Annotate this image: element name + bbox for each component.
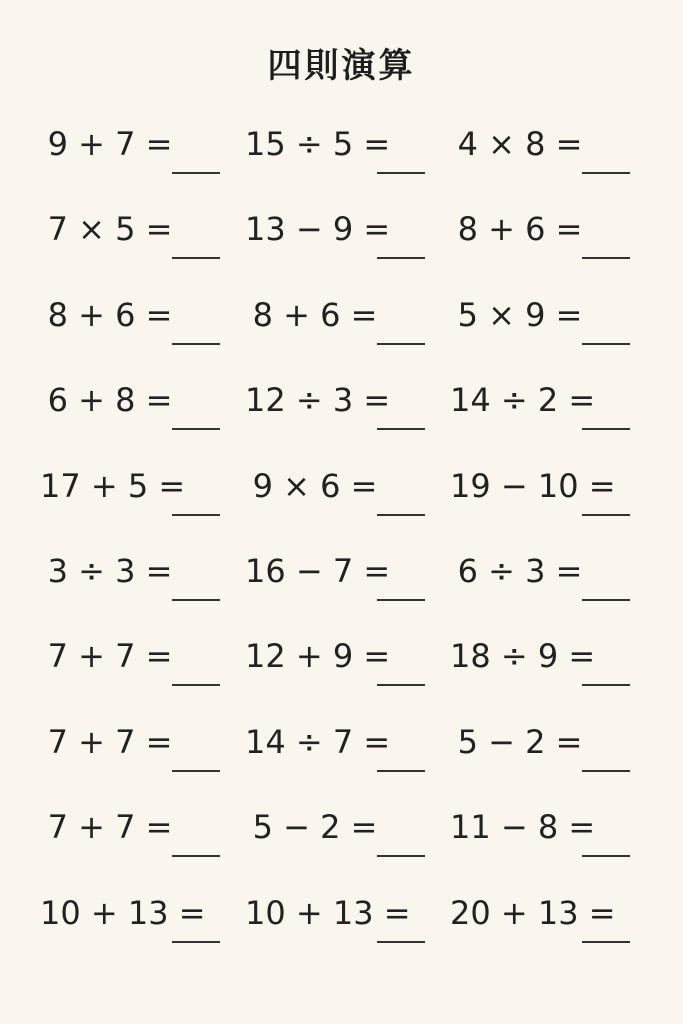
problem-expression: 6 ÷ 3 = xyxy=(457,551,583,590)
answer-blank[interactable] xyxy=(172,172,220,174)
problem-expression: 10 + 13 = xyxy=(245,893,411,932)
problem-item xyxy=(450,622,650,707)
answer-blank[interactable] xyxy=(582,941,630,943)
problem-item xyxy=(245,537,450,622)
problem-item xyxy=(40,452,245,537)
problem-item xyxy=(245,708,450,793)
problem-item xyxy=(450,879,650,964)
problem-expression: 7 + 7 = xyxy=(47,722,173,761)
problem-item xyxy=(40,366,245,451)
problem-item xyxy=(450,452,650,537)
problem-item xyxy=(40,195,245,280)
answer-blank[interactable] xyxy=(172,514,220,516)
problem-item xyxy=(450,537,650,622)
answer-blank[interactable] xyxy=(582,599,630,601)
answer-blank[interactable] xyxy=(172,684,220,686)
answer-blank[interactable] xyxy=(377,428,425,430)
answer-blank[interactable] xyxy=(582,257,630,259)
problem-expression: 11 − 8 = xyxy=(450,808,596,847)
answer-blank[interactable] xyxy=(582,514,630,516)
problem-expression: 8 + 6 = xyxy=(47,295,173,334)
problem-grid xyxy=(40,110,650,964)
problem-item xyxy=(450,281,650,366)
problem-expression: 5 − 2 = xyxy=(457,722,583,761)
problem-item xyxy=(450,366,650,451)
problem-item xyxy=(40,110,245,195)
problem-expression: 10 + 13 = xyxy=(40,893,206,932)
problem-expression: 19 − 10 = xyxy=(450,466,616,505)
problem-expression: 5 − 2 = xyxy=(252,808,378,847)
problem-expression: 4 × 8 = xyxy=(457,125,583,163)
worksheet-title: 四則演算 xyxy=(267,46,416,86)
problem-item xyxy=(40,879,245,964)
problem-expression: 18 ÷ 9 = xyxy=(450,637,596,676)
answer-blank[interactable] xyxy=(377,257,425,259)
problem-item xyxy=(40,537,245,622)
problem-item xyxy=(40,708,245,793)
problem-item xyxy=(245,879,450,964)
problem-expression: 8 + 6 = xyxy=(457,210,583,249)
problem-item xyxy=(450,708,650,793)
problem-expression: 13 − 9 = xyxy=(245,210,391,249)
problem-expression: 8 + 6 = xyxy=(252,295,378,334)
problem-expression: 14 ÷ 7 = xyxy=(245,722,391,761)
problem-expression: 6 + 8 = xyxy=(47,381,173,420)
problem-expression: 12 + 9 = xyxy=(245,637,391,676)
problem-item xyxy=(245,366,450,451)
answer-blank[interactable] xyxy=(377,684,425,686)
answer-blank[interactable] xyxy=(377,514,425,516)
answer-blank[interactable] xyxy=(172,343,220,345)
problem-expression: 5 × 9 = xyxy=(457,295,583,334)
answer-blank[interactable] xyxy=(377,343,425,345)
answer-blank[interactable] xyxy=(172,855,220,857)
problem-item xyxy=(40,281,245,366)
answer-blank[interactable] xyxy=(582,428,630,430)
problem-item xyxy=(450,195,650,280)
answer-blank[interactable] xyxy=(582,855,630,857)
problem-item xyxy=(245,110,450,195)
answer-blank[interactable] xyxy=(172,770,220,772)
problem-expression: 7 + 7 = xyxy=(47,637,173,676)
answer-blank[interactable] xyxy=(172,599,220,601)
problem-expression: 3 ÷ 3 = xyxy=(47,551,173,590)
answer-blank[interactable] xyxy=(377,941,425,943)
answer-blank[interactable] xyxy=(582,172,630,174)
problem-expression: 15 ÷ 5 = xyxy=(245,125,391,163)
problem-item xyxy=(40,793,245,878)
problem-expression: 9 × 6 = xyxy=(252,466,378,505)
answer-blank[interactable] xyxy=(582,684,630,686)
answer-blank[interactable] xyxy=(172,941,220,943)
problem-item xyxy=(450,110,650,195)
problem-item xyxy=(245,281,450,366)
answer-blank[interactable] xyxy=(377,770,425,772)
problem-item xyxy=(450,793,650,878)
answer-blank[interactable] xyxy=(172,428,220,430)
problem-expression: 14 ÷ 2 = xyxy=(450,381,596,420)
answer-blank[interactable] xyxy=(172,257,220,259)
answer-blank[interactable] xyxy=(582,770,630,772)
answer-blank[interactable] xyxy=(582,343,630,345)
problem-expression: 9 + 7 = xyxy=(47,125,173,163)
problem-expression: 12 ÷ 3 = xyxy=(245,381,391,420)
problem-expression: 7 × 5 = xyxy=(47,210,173,249)
problem-item xyxy=(245,452,450,537)
answer-blank[interactable] xyxy=(377,172,425,174)
problem-expression: 20 + 13 = xyxy=(450,893,616,932)
problem-expression: 16 − 7 = xyxy=(245,551,391,590)
answer-blank[interactable] xyxy=(377,599,425,601)
problem-item xyxy=(245,195,450,280)
problem-expression: 17 + 5 = xyxy=(40,466,186,505)
problem-item xyxy=(245,793,450,878)
problem-item xyxy=(40,622,245,707)
problem-expression: 7 + 7 = xyxy=(47,808,173,847)
problem-item xyxy=(245,622,450,707)
answer-blank[interactable] xyxy=(377,855,425,857)
